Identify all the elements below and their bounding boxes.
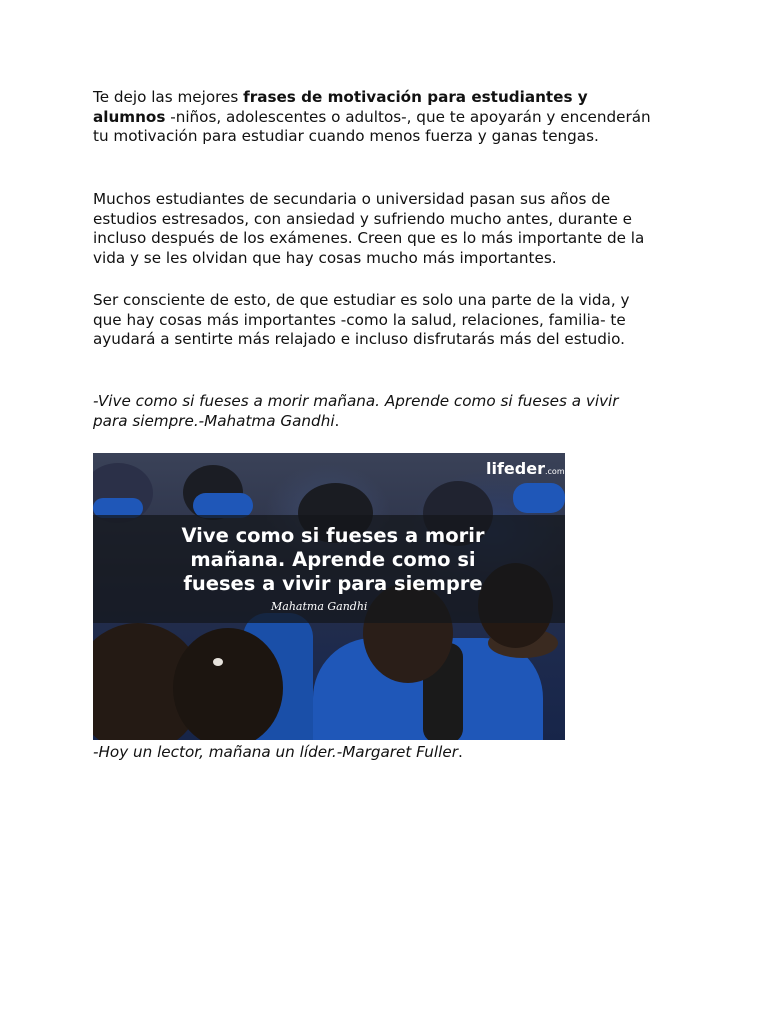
quote-image — [93, 453, 565, 740]
intro-lead: Te dejo las mejores — [93, 88, 244, 106]
quote-fuller-text: -Hoy un lector, mañana un líder.-Margaret Fuller — [93, 743, 458, 761]
quote-image-author: Mahatma Gandhi — [271, 600, 368, 613]
intro-paragraph — [93, 88, 653, 147]
quote-gandhi — [93, 392, 653, 431]
quote-fuller-end: . — [457, 743, 463, 761]
quote-fuller — [93, 743, 653, 763]
paragraph-awareness: Ser consciente de esto, de que estudiar es solo una parte de la vida, y que hay cosas más importantes -como la salud, relaciones, familia- te ayudará a sentirte más relajado e incluso disfrutarás más del estudio. — [93, 291, 630, 348]
intro-rest: -niños, adolescentes o adultos-, que te apoyarán y encenderán tu motivación para estudiar cuando menos fuerza y ganas tengas. — [93, 107, 651, 145]
lifeder-logo — [486, 459, 565, 478]
logo-text: lifeder — [486, 459, 545, 478]
quote-gandhi-end: . — [334, 411, 340, 430]
logo-suffix: .com — [544, 467, 565, 476]
paragraph-stress: Muchos estudiantes de secundaria o universidad pasan sus años de estudios estresados, con ansiedad y sufriendo mucho antes, durante e incluso después de los exámenes. Creen que es lo más importante de la vida y se les olvidan que hay cosas mucho más importantes. — [93, 190, 645, 267]
quote-gandhi-text: -Vive como si fueses a morir mañana. Aprende como si fueses a vivir para siempre.-Mahatma Gandhi — [93, 392, 619, 430]
quote-image-caption: Vive como si fueses a morir mañana. Aprende como si fueses a vivir para siempre — [181, 524, 485, 595]
intro-bold-phrase: frases de motivación para estudiantes y alumnos — [93, 88, 588, 126]
